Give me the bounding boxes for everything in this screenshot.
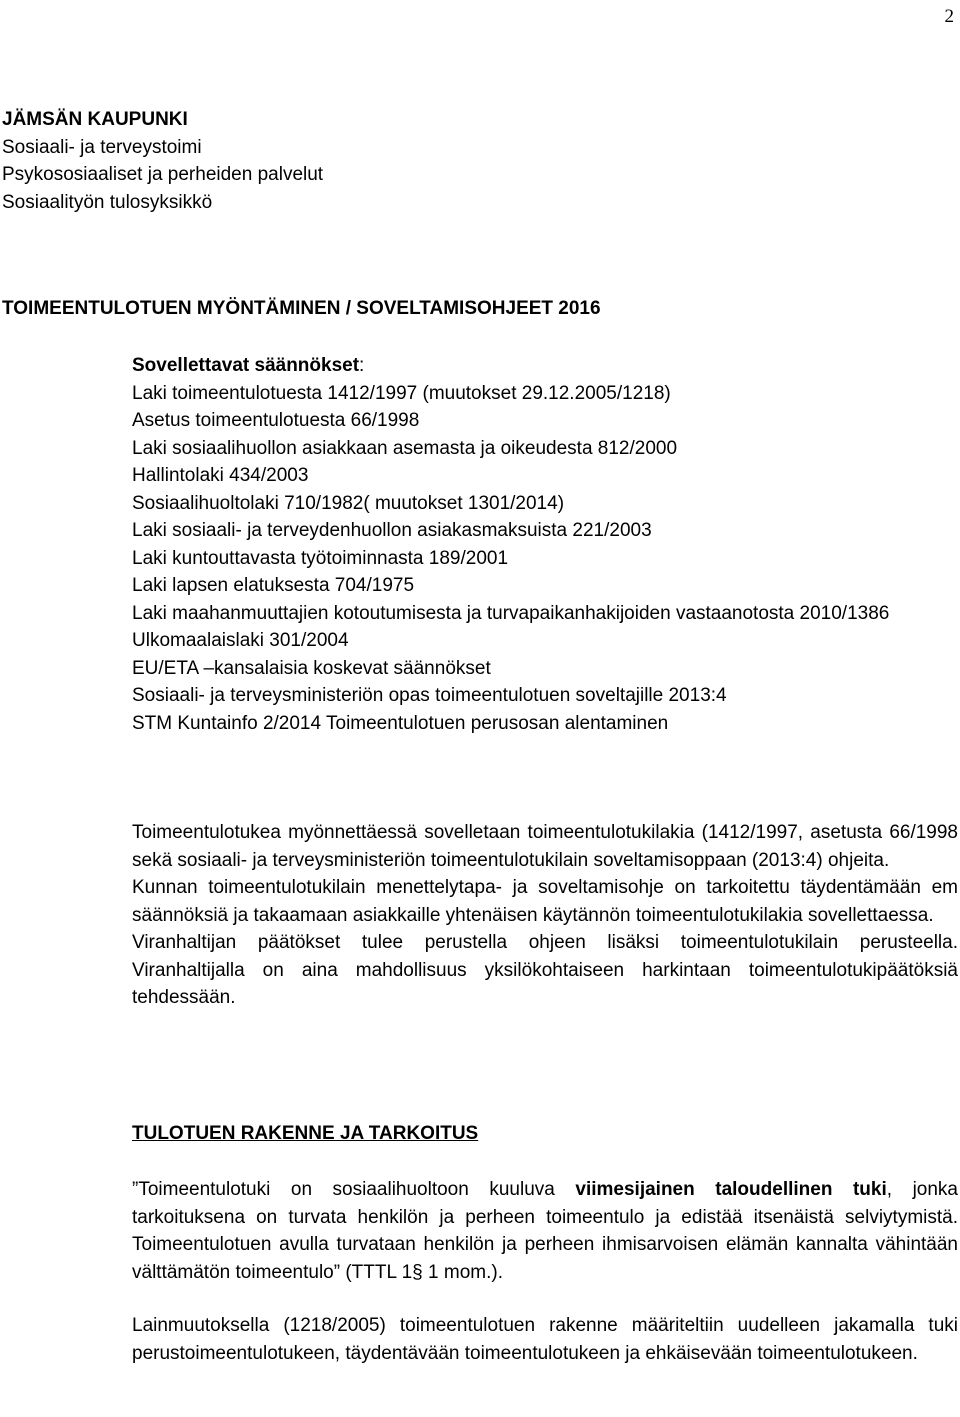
department-line: Sosiaali- ja terveystoimi: [2, 136, 202, 158]
statute-item: Laki lapsen elatuksesta 704/1975: [132, 575, 415, 596]
statutes-list: [132, 352, 958, 737]
statutes-section: [132, 352, 958, 737]
body-paragraph: Lainmuutoksella (1218/2005) toimeentulotuen rakenne määriteltiin uudelleen jakamalla tuki perustoimeentulotukeen, täydentävään toimeentulotukeen ja ehkäisevään toimeentulotukeen.: [132, 1315, 958, 1364]
document-title: TOIMEENTULOTUEN MYÖNTÄMINEN / SOVELTAMISOHJEET 2016: [2, 298, 601, 319]
statutes-heading-colon: :: [359, 355, 365, 376]
statute-item: Laki sosiaalihuollon asiakkaan asemasta ja oikeudesta 812/2000: [132, 437, 678, 459]
statute-item: Ulkomaalaislaki 301/2004: [132, 630, 349, 651]
statute-item: Laki kuntouttavasta työtoiminnasta 189/2001: [132, 547, 509, 569]
statute-item: STM Kuntainfo 2/2014 Toimeentulotuen perusosan alentaminen: [132, 712, 669, 734]
quote-text: , jonka tarkoituksena on turvata henkilön ja perheen toimeentulo ja edistää itsenäistä selviytymistä. Toimeentulotuen avulla turvataan henkilön ja perheen ihmisarvoisen elämän kannalta vähintään välttämätön toimeentulo” (TTTL 1§ 1 mom.).: [132, 1179, 959, 1283]
quote-paragraph: [132, 1176, 958, 1286]
section-title: TULOTUEN RAKENNE JA TARKOITUS: [132, 1123, 479, 1144]
statutes-heading: Sovellettavat säännökset: [132, 355, 360, 376]
organization-name: JÄMSÄN KAUPUNKI: [2, 109, 188, 130]
statute-item: Asetus toimeentulotuesta 66/1998: [132, 410, 420, 431]
body-paragraph: Toimeentulotukea myönnettäessä sovelletaan toimeentulotukilakia (1412/1997, asetusta 66/1998 sekä sosiaali- ja terveysministeriön toimeentulotukilain soveltamisoppaan (2013:4) ohjeita.: [132, 822, 958, 871]
organization-header: [2, 106, 323, 216]
quote-emphasis: viimesijainen taloudellinen tuki: [575, 1179, 887, 1200]
statute-item: EU/ETA –kansalaisia koskevat säännökset: [132, 657, 491, 679]
statute-item: Laki maahanmuuttajien kotoutumisesta ja turvapaikanhakijoiden vastaanotosta 2010/1386: [132, 602, 890, 624]
statute-item: Hallintolaki 434/2003: [132, 465, 309, 486]
body-paragraph: Kunnan toimeentulotukilain menettelytapa- ja soveltamisohje on tarkoitettu täydentämään em säännöksiä ja takaamaan asiakkaille yhtenäisen käytännön toimeentulotukilakia sovellettaessa.: [132, 877, 958, 926]
department-line: Psykososiaaliset ja perheiden palvelut: [2, 164, 324, 185]
statutes-heading-line: [132, 352, 958, 380]
department-line: Sosiaalityön tulosyksikkö: [2, 191, 213, 213]
application-paragraphs: [132, 819, 958, 1012]
statute-item: Sosiaalihuoltolaki 710/1982( muutokset 1301/2014): [132, 492, 565, 514]
structure-section: [132, 1176, 958, 1367]
statute-item: Laki sosiaali- ja terveydenhuollon asiakasmaksuista 221/2003: [132, 520, 652, 541]
statute-item: Laki toimeentulotuesta 1412/1997 (muutokset 29.12.2005/1218): [132, 382, 671, 404]
body-paragraph: Viranhaltijan päätökset tulee perustella ohjeen lisäksi toimeentulotukilain perusteella. Viranhaltijalla on aina mahdollisuus yksilökohtaiseen harkintaan toimeentulotukipäätöksiä tehdessään.: [132, 932, 958, 1008]
statute-item: Sosiaali- ja terveysministeriön opas toimeentulotuen soveltajille 2013:4: [132, 685, 727, 706]
quote-text: ”Toimeentulotuki on sosiaalihuoltoon kuuluva: [132, 1179, 576, 1200]
page-number: 2: [944, 6, 954, 27]
